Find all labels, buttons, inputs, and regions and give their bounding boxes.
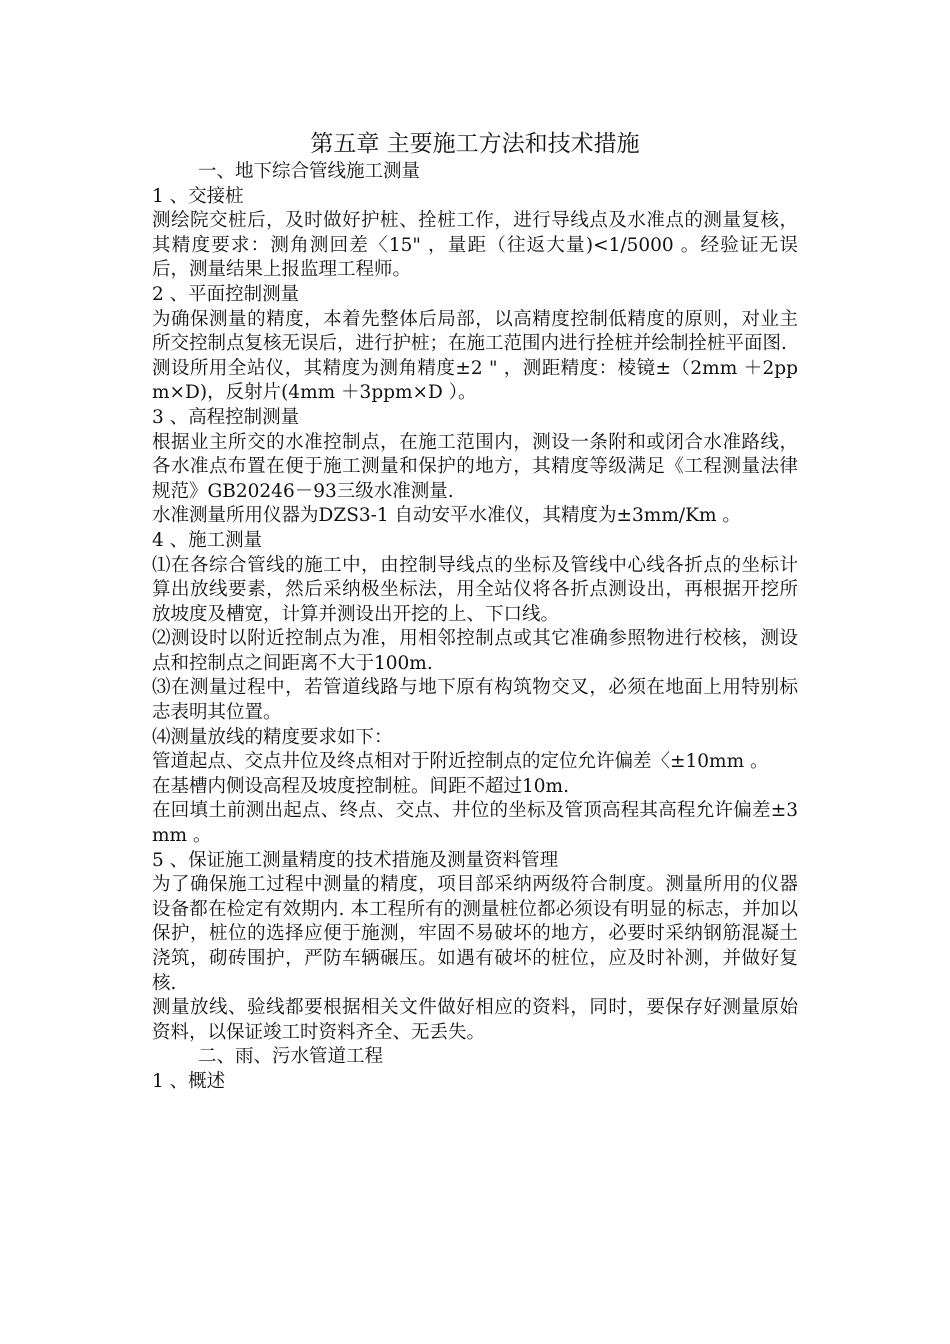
body-paragraph: ⑴在各综合管线的施工中，由控制导线点的坐标及管线中心线各折点的坐标计算出放线要素，然后采纳极坐标法，用全站仪将各折点测设出，再根据开挖所放坡度及槽宽，计算并测设出开挖的上、下口线。	[152, 554, 798, 625]
section-heading: 一、地下综合管线施工测量	[198, 161, 421, 182]
body-paragraph: 测设所用全站仪，其精度为测角精度±2 " ，测距精度：棱镜±（2mm ＋2ppm×D)，反射片(4mm ＋3ppm×D ）。	[152, 357, 798, 404]
section-heading: 二、雨、污水管道工程	[198, 1046, 384, 1068]
body-paragraph: ⑷测量放线的精度要求如下：	[152, 726, 393, 748]
body-paragraph: 在基槽内侧设高程及坡度控制桩。间距不超过10m.	[152, 775, 569, 797]
body-paragraph: 测量放线、验线都要根据相关文件做好相应的资料，同时，要保存好测量原始资料，以保证竣工时资料齐全、无丢失。	[152, 997, 798, 1043]
body-paragraph: ⑵测设时以附近控制点为准，用相邻控制点或其它准确参照物进行校核，测设点和控制点之间距离不大于100m.	[152, 628, 798, 674]
body-paragraph: 水准测量所用仪器为DZS3-1 自动安平水准仪，其精度为±3mm/Km 。	[152, 505, 741, 527]
subsection-heading: 2 、平面控制测量	[152, 283, 300, 305]
subsection-heading: 1 、概述	[152, 1070, 226, 1092]
body-paragraph: 管道起点、交点井位及终点相对于附近控制点的定位允许偏差〈±10mm 。	[152, 751, 769, 773]
body-paragraph: 为确保测量的精度，本着先整体后局部，以高精度控制低精度的原则，对业主所交控制点复核无误后，进行护桩；在施工范围内进行拴桩并绘制拴桩平面图.	[152, 308, 798, 355]
body-paragraph: ⑶在测量过程中，若管道线路与地下原有构筑物交叉，必须在地面上用特别标志表明其位置。	[152, 677, 798, 724]
body-paragraph: 根据业主所交的水准控制点，在施工范围内，测设一条附和或闭合水准路线，各水准点布置在便于施工测量和保护的地方，其精度等级满足《工程测量法律规范》GB20246－93三级水准测量.	[152, 431, 798, 502]
body-paragraph: 在回填土前测出起点、终点、交点、井位的坐标及管顶高程其高程允许偏差±3mm 。	[152, 800, 798, 847]
document-body	[152, 128, 798, 1095]
subsection-heading: 5 、保证施工测量精度的技术措施及测量资料管理	[152, 849, 559, 871]
body-paragraph: 为了确保施工过程中测量的精度，项目部采纳两级符合制度。测量所用的仪器设备都在检定有效期内. 本工程所有的测量桩位都必须设有明显的标志，并加以保护，桩位的选择应便于施测，牢固不易破坏的地方，必要时采纳钢筋混凝土浇筑，砌砖围护，严防车辆碾压。如遇有破坏的桩位，应及时补测，并做好复核.	[152, 874, 798, 994]
subsection-heading: 4 、施工测量	[152, 529, 263, 551]
subsection-heading: 3 、高程控制测量	[152, 406, 300, 428]
chapter-title: 第五章 主要施工方法和技术措施	[310, 131, 640, 157]
subsection-heading: 1 、交接桩	[152, 185, 244, 207]
body-paragraph: 测绘院交桩后，及时做好护桩、拴桩工作，进行导线点及水准点的测量复核，其精度要求：测角测回差〈15" ，量距（往返大量)<1/5000 。经验证无误后，测量结果上报监理工程师。	[152, 210, 798, 281]
